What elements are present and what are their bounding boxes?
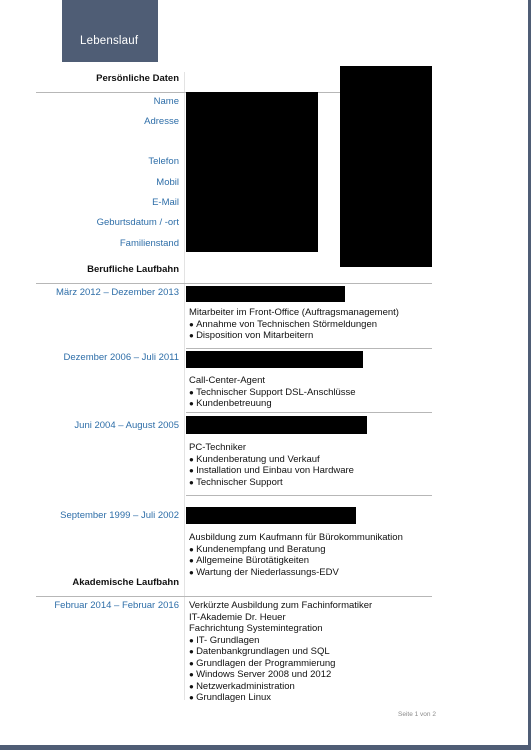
column-divider: [184, 72, 185, 700]
career-period-1: März 2012 – Dezember 2013: [55, 287, 179, 298]
career-role-3: PC-Techniker: [189, 442, 247, 453]
career-entry-4: [189, 532, 403, 578]
career-role-1: Mitarbeiter im Front-Office (Auftragsmanagement): [189, 307, 399, 318]
career-item: ● Annahme von Technischen Störmeldungen: [189, 319, 399, 331]
career-role-2: Call-Center-Agent: [189, 375, 266, 386]
career-item: ● Technischer Support DSL-Anschlüsse: [189, 387, 356, 399]
section-title-academic: Akademische Laufbahn: [72, 577, 179, 588]
career-period-3: Juni 2004 – August 2005: [74, 420, 179, 431]
entry-rule: [186, 348, 432, 349]
header-tab: [62, 0, 158, 62]
academic-item: ● Datenbankgrundlagen und SQL: [189, 646, 372, 658]
career-item: ● Technischer Support: [189, 477, 354, 489]
career-item: ● Disposition von Mitarbeitern: [189, 330, 399, 342]
field-label-marital: Familienstand: [119, 238, 179, 249]
redacted-employer-4: [186, 507, 356, 524]
career-item: ● Installation und Einbau von Hardware: [189, 465, 354, 477]
redacted-personal-data: [186, 92, 318, 252]
career-period-2: Dezember 2006 – Juli 2011: [63, 352, 179, 363]
career-item: ● Kundenempfang und Beratung: [189, 544, 403, 556]
entry-rule: [186, 412, 432, 413]
field-label-email: E-Mail: [152, 197, 179, 208]
academic-item: ● Grundlagen Linux: [189, 692, 372, 704]
academic-item: ● IT- Grundlagen: [189, 635, 372, 647]
entry-rule: [186, 495, 432, 496]
header-tab-label: Lebenslauf: [80, 35, 139, 47]
academic-item: ● Grundlagen der Programmierung: [189, 658, 372, 670]
section-title-personal: Persönliche Daten: [96, 73, 179, 84]
career-item: ● Allgemeine Bürotätigkeiten: [189, 555, 403, 567]
field-label-phone: Telefon: [148, 156, 179, 167]
field-label-name: Name: [153, 96, 179, 107]
career-entry-1: [189, 307, 399, 342]
section-title-career: Berufliche Laufbahn: [87, 264, 179, 275]
redacted-employer-3: [186, 416, 367, 434]
academic-line: IT-Akademie Dr. Heuer: [189, 611, 286, 623]
career-entry-3: [189, 442, 354, 488]
section-rule-academic: [36, 596, 432, 597]
career-item: ● Kundenberatung und Verkauf: [189, 454, 354, 466]
redacted-employer-2: [186, 351, 363, 368]
academic-item: ● Netzwerkadministration: [189, 681, 372, 693]
career-role-4: Ausbildung zum Kaufmann für Bürokommunikation: [189, 532, 403, 543]
academic-line: Fachrichtung Systemintegration: [189, 623, 323, 634]
field-label-mobile: Mobil: [156, 177, 179, 188]
section-rule-career: [36, 283, 432, 284]
field-label-birth: Geburtsdatum / -ort: [96, 217, 179, 228]
career-item: ● Kundenbetreuung: [189, 398, 356, 410]
field-label-address: Adresse: [144, 116, 179, 127]
academic-item: ● Windows Server 2008 und 2012: [189, 669, 372, 681]
academic-line: Verkürzte Ausbildung zum Fachinformatiker: [189, 600, 373, 611]
redacted-employer-1: [186, 286, 345, 302]
career-period-4: September 1999 – Juli 2002: [60, 510, 179, 521]
academic-entry-1: [189, 600, 372, 704]
career-item: ● Wartung der Niederlassungs-EDV: [189, 567, 403, 579]
redacted-photo: [340, 66, 432, 267]
academic-period-1: Februar 2014 – Februar 2016: [54, 600, 179, 611]
page-footer: Seite 1 von 2: [398, 711, 436, 718]
career-entry-2: [189, 375, 356, 410]
page-border-bottom: [0, 745, 531, 750]
